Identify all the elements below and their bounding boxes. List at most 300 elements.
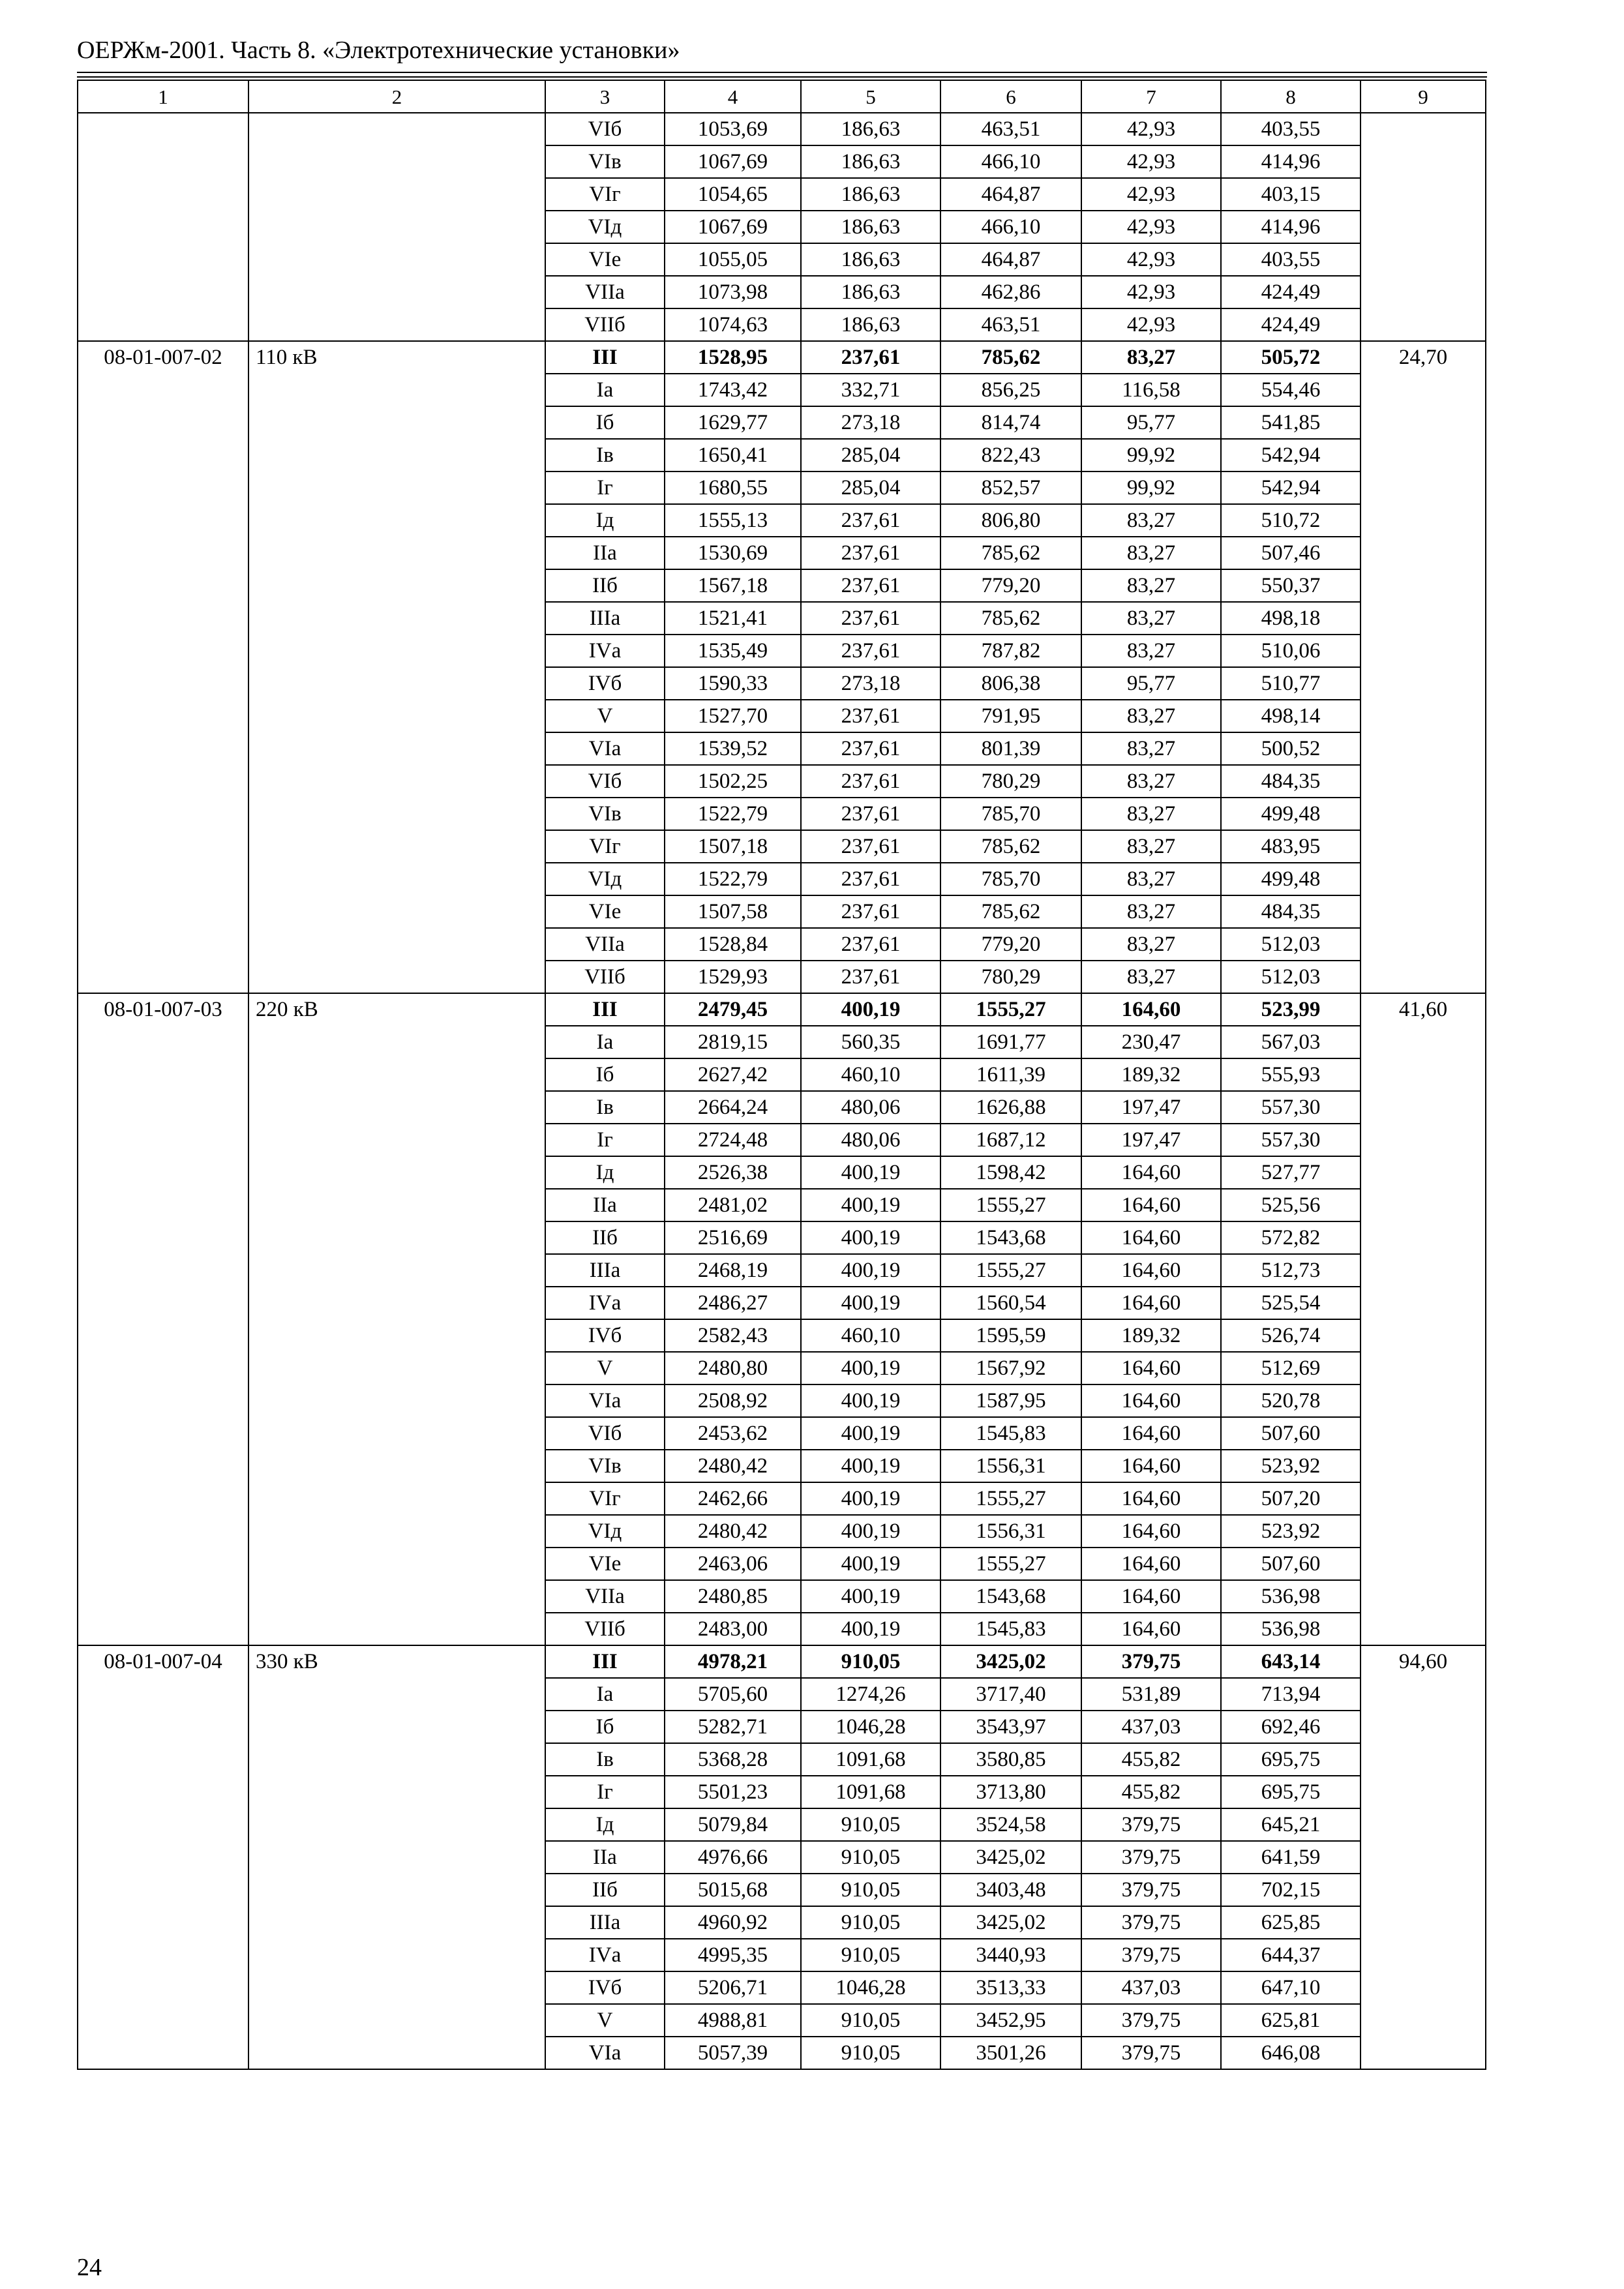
value-cell: 379,75	[1081, 2037, 1221, 2069]
value-cell: 164,60	[1081, 1548, 1221, 1580]
value-cell: 1545,83	[940, 1417, 1081, 1450]
value-cell: 400,19	[801, 1352, 940, 1384]
zone-cell: VIг	[545, 830, 665, 863]
zone-cell: IVб	[545, 667, 665, 700]
value-cell: 856,25	[940, 374, 1081, 406]
value-cell: 400,19	[801, 1548, 940, 1580]
value-cell: 1626,88	[940, 1091, 1081, 1124]
value-cell: 379,75	[1081, 1841, 1221, 1874]
zone-cell: VIIа	[545, 1580, 665, 1613]
value-cell: 332,71	[801, 374, 940, 406]
zone-cell: VIе	[545, 243, 665, 276]
value-cell: 1067,69	[665, 211, 801, 243]
value-cell: 1556,31	[940, 1450, 1081, 1482]
zone-cell: IVа	[545, 1939, 665, 1971]
value-cell: 507,46	[1221, 537, 1361, 569]
value-cell: 4976,66	[665, 1841, 801, 1874]
value-cell: 437,03	[1081, 1711, 1221, 1743]
zone-cell: IIа	[545, 1189, 665, 1221]
zone-cell: Iв	[545, 1743, 665, 1776]
value-cell: 822,43	[940, 439, 1081, 471]
value-cell: 2480,80	[665, 1352, 801, 1384]
header-rule-double	[77, 76, 1487, 78]
voltage-cell: 330 кВ	[248, 1645, 545, 2069]
column-number: 3	[545, 80, 665, 113]
value-cell: 779,20	[940, 928, 1081, 961]
value-cell: 3425,02	[940, 1841, 1081, 1874]
zone-cell: IIа	[545, 1841, 665, 1874]
zone-cell: Iг	[545, 1776, 665, 1808]
value-cell: 237,61	[801, 341, 940, 374]
zone-cell: Iа	[545, 1026, 665, 1058]
value-cell: 643,14	[1221, 1645, 1361, 1678]
rate-code-cell: 08-01-007-02	[78, 341, 248, 993]
value-cell: 379,75	[1081, 1906, 1221, 1939]
value-cell: 1691,77	[940, 1026, 1081, 1058]
value-cell: 2664,24	[665, 1091, 801, 1124]
value-cell: 785,62	[940, 341, 1081, 374]
value-cell: 1560,54	[940, 1287, 1081, 1319]
value-cell: 2582,43	[665, 1319, 801, 1352]
value-cell: 463,51	[940, 308, 1081, 341]
value-cell: 400,19	[801, 993, 940, 1026]
value-cell: 484,35	[1221, 895, 1361, 928]
value-cell: 403,15	[1221, 178, 1361, 211]
value-cell: 1611,39	[940, 1058, 1081, 1091]
value-cell: 557,30	[1221, 1124, 1361, 1156]
zone-cell: VIа	[545, 2037, 665, 2069]
zone-cell: Iг	[545, 471, 665, 504]
rate-code-cell	[78, 113, 248, 341]
value-cell: 2483,00	[665, 1613, 801, 1645]
value-cell: 785,70	[940, 863, 1081, 895]
value-cell: 510,72	[1221, 504, 1361, 537]
value-cell: 2819,15	[665, 1026, 801, 1058]
value-cell: 1046,28	[801, 1971, 940, 2004]
value-cell: 550,37	[1221, 569, 1361, 602]
value-cell: 237,61	[801, 569, 940, 602]
value-cell: 572,82	[1221, 1221, 1361, 1254]
value-cell: 523,92	[1221, 1515, 1361, 1548]
value-cell: 557,30	[1221, 1091, 1361, 1124]
column-number: 1	[78, 80, 248, 113]
value-cell: 505,72	[1221, 341, 1361, 374]
zone-cell: III	[545, 1645, 665, 1678]
value-cell: 237,61	[801, 961, 940, 993]
value-cell: 5057,39	[665, 2037, 801, 2069]
zone-cell: Iг	[545, 1124, 665, 1156]
value-cell: 424,49	[1221, 308, 1361, 341]
value-cell: 644,37	[1221, 1939, 1361, 1971]
value-cell: 164,60	[1081, 1580, 1221, 1613]
zone-cell: VIа	[545, 1384, 665, 1417]
value-cell: 42,93	[1081, 113, 1221, 145]
value-cell: 555,93	[1221, 1058, 1361, 1091]
value-cell: 526,74	[1221, 1319, 1361, 1352]
value-cell: 483,95	[1221, 830, 1361, 863]
value-cell: 1073,98	[665, 276, 801, 308]
column-number: 9	[1361, 80, 1486, 113]
value-cell: 379,75	[1081, 1939, 1221, 1971]
value-cell: 379,75	[1081, 1645, 1221, 1678]
zone-cell: Iб	[545, 1711, 665, 1743]
value-cell: 186,63	[801, 178, 940, 211]
price-table-container	[77, 80, 1486, 2070]
value-cell: 713,94	[1221, 1678, 1361, 1711]
value-cell: 695,75	[1221, 1743, 1361, 1776]
value-cell: 273,18	[801, 406, 940, 439]
value-cell: 1567,18	[665, 569, 801, 602]
value-cell: 164,60	[1081, 1156, 1221, 1189]
value-cell: 164,60	[1081, 1384, 1221, 1417]
value-cell: 542,94	[1221, 439, 1361, 471]
value-cell: 910,05	[801, 1841, 940, 1874]
column-number: 7	[1081, 80, 1221, 113]
value-cell: 83,27	[1081, 961, 1221, 993]
value-cell: 3717,40	[940, 1678, 1081, 1711]
zone-cell: IIIа	[545, 602, 665, 635]
value-cell: 512,73	[1221, 1254, 1361, 1287]
value-cell: 464,87	[940, 243, 1081, 276]
value-cell: 273,18	[801, 667, 940, 700]
value-cell: 2481,02	[665, 1189, 801, 1221]
value-cell: 164,60	[1081, 1352, 1221, 1384]
value-cell: 1555,27	[940, 1482, 1081, 1515]
zone-cell: Iд	[545, 1808, 665, 1841]
value-cell: 2480,85	[665, 1580, 801, 1613]
value-cell: 164,60	[1081, 1450, 1221, 1482]
value-cell: 1528,95	[665, 341, 801, 374]
column-number: 6	[940, 80, 1081, 113]
value-cell: 379,75	[1081, 1874, 1221, 1906]
value-cell: 83,27	[1081, 635, 1221, 667]
zone-cell: Iд	[545, 504, 665, 537]
value-cell: 542,94	[1221, 471, 1361, 504]
zone-cell: Iа	[545, 374, 665, 406]
value-cell: 512,03	[1221, 961, 1361, 993]
value-cell: 1539,52	[665, 732, 801, 765]
value-cell: 237,61	[801, 798, 940, 830]
zone-cell: Iб	[545, 1058, 665, 1091]
labor-cost-cell: 94,60	[1361, 1645, 1486, 2069]
value-cell: 560,35	[801, 1026, 940, 1058]
value-cell: 2463,06	[665, 1548, 801, 1580]
value-cell: 785,62	[940, 537, 1081, 569]
value-cell: 1527,70	[665, 700, 801, 732]
zone-cell: IVа	[545, 635, 665, 667]
value-cell: 1680,55	[665, 471, 801, 504]
value-cell: 1555,27	[940, 1548, 1081, 1580]
value-cell: 466,10	[940, 211, 1081, 243]
value-cell: 400,19	[801, 1580, 940, 1613]
value-cell: 400,19	[801, 1156, 940, 1189]
value-cell: 5705,60	[665, 1678, 801, 1711]
value-cell: 460,10	[801, 1319, 940, 1352]
value-cell: 852,57	[940, 471, 1081, 504]
zone-cell: VIг	[545, 178, 665, 211]
value-cell: 507,60	[1221, 1417, 1361, 1450]
value-cell: 1091,68	[801, 1776, 940, 1808]
rate-code-cell: 08-01-007-04	[78, 1645, 248, 2069]
zone-cell: IIIа	[545, 1906, 665, 1939]
column-number: 2	[248, 80, 545, 113]
value-cell: 780,29	[940, 765, 1081, 798]
value-cell: 164,60	[1081, 1417, 1221, 1450]
value-cell: 510,77	[1221, 667, 1361, 700]
value-cell: 498,18	[1221, 602, 1361, 635]
value-cell: 785,62	[940, 830, 1081, 863]
value-cell: 2453,62	[665, 1417, 801, 1450]
value-cell: 554,46	[1221, 374, 1361, 406]
zone-cell: VIб	[545, 765, 665, 798]
value-cell: 83,27	[1081, 895, 1221, 928]
value-cell: 99,92	[1081, 471, 1221, 504]
value-cell: 692,46	[1221, 1711, 1361, 1743]
value-cell: 379,75	[1081, 1808, 1221, 1841]
value-cell: 541,85	[1221, 406, 1361, 439]
value-cell: 186,63	[801, 308, 940, 341]
value-cell: 536,98	[1221, 1613, 1361, 1645]
value-cell: 910,05	[801, 1939, 940, 1971]
value-cell: 1521,41	[665, 602, 801, 635]
zone-cell: VIв	[545, 145, 665, 178]
value-cell: 1091,68	[801, 1743, 940, 1776]
value-cell: 1687,12	[940, 1124, 1081, 1156]
value-cell: 400,19	[801, 1189, 940, 1221]
value-cell: 785,70	[940, 798, 1081, 830]
zone-cell: III	[545, 993, 665, 1026]
value-cell: 3403,48	[940, 1874, 1081, 1906]
labor-cost-cell	[1361, 113, 1486, 341]
value-cell: 806,80	[940, 504, 1081, 537]
value-cell: 785,62	[940, 895, 1081, 928]
zone-cell: VIб	[545, 1417, 665, 1450]
value-cell: 186,63	[801, 243, 940, 276]
column-number: 5	[801, 80, 940, 113]
voltage-cell	[248, 113, 545, 341]
value-cell: 3501,26	[940, 2037, 1081, 2069]
value-cell: 42,93	[1081, 243, 1221, 276]
value-cell: 3425,02	[940, 1645, 1081, 1678]
value-cell: 499,48	[1221, 798, 1361, 830]
value-cell: 237,61	[801, 504, 940, 537]
value-cell: 414,96	[1221, 145, 1361, 178]
zone-cell: VIе	[545, 1548, 665, 1580]
value-cell: 1587,95	[940, 1384, 1081, 1417]
value-cell: 400,19	[801, 1450, 940, 1482]
value-cell: 400,19	[801, 1613, 940, 1645]
zone-cell: IIа	[545, 537, 665, 569]
price-table	[77, 80, 1486, 2070]
value-cell: 814,74	[940, 406, 1081, 439]
value-cell: 507,60	[1221, 1548, 1361, 1580]
value-cell: 1054,65	[665, 178, 801, 211]
zone-cell: VIб	[545, 113, 665, 145]
value-cell: 116,58	[1081, 374, 1221, 406]
value-cell: 5015,68	[665, 1874, 801, 1906]
value-cell: 237,61	[801, 765, 940, 798]
value-cell: 42,93	[1081, 211, 1221, 243]
value-cell: 3543,97	[940, 1711, 1081, 1743]
value-cell: 42,93	[1081, 276, 1221, 308]
value-cell: 400,19	[801, 1384, 940, 1417]
value-cell: 237,61	[801, 830, 940, 863]
column-number: 4	[665, 80, 801, 113]
value-cell: 4978,21	[665, 1645, 801, 1678]
value-cell: 520,78	[1221, 1384, 1361, 1417]
value-cell: 510,06	[1221, 635, 1361, 667]
value-cell: 95,77	[1081, 406, 1221, 439]
value-cell: 527,77	[1221, 1156, 1361, 1189]
voltage-cell: 220 кВ	[248, 993, 545, 1645]
zone-cell: IVб	[545, 1319, 665, 1352]
value-cell: 1543,68	[940, 1580, 1081, 1613]
value-cell: 3513,33	[940, 1971, 1081, 2004]
value-cell: 1530,69	[665, 537, 801, 569]
value-cell: 403,55	[1221, 113, 1361, 145]
value-cell: 237,61	[801, 928, 940, 961]
value-cell: 99,92	[1081, 439, 1221, 471]
value-cell: 512,69	[1221, 1352, 1361, 1384]
value-cell: 42,93	[1081, 145, 1221, 178]
value-cell: 83,27	[1081, 798, 1221, 830]
value-cell: 4988,81	[665, 2004, 801, 2037]
value-cell: 42,93	[1081, 178, 1221, 211]
value-cell: 500,52	[1221, 732, 1361, 765]
value-cell: 466,10	[940, 145, 1081, 178]
value-cell: 1555,13	[665, 504, 801, 537]
value-cell: 83,27	[1081, 700, 1221, 732]
value-cell: 4995,35	[665, 1939, 801, 1971]
value-cell: 400,19	[801, 1221, 940, 1254]
value-cell: 1055,05	[665, 243, 801, 276]
value-cell: 2462,66	[665, 1482, 801, 1515]
value-cell: 910,05	[801, 2037, 940, 2069]
value-cell: 2526,38	[665, 1156, 801, 1189]
value-cell: 480,06	[801, 1124, 940, 1156]
value-cell: 95,77	[1081, 667, 1221, 700]
column-number-row	[78, 80, 1486, 113]
value-cell: 3452,95	[940, 2004, 1081, 2037]
zone-cell: III	[545, 341, 665, 374]
zone-cell: VIв	[545, 1450, 665, 1482]
value-cell: 787,82	[940, 635, 1081, 667]
zone-cell: IIб	[545, 569, 665, 602]
value-cell: 1567,92	[940, 1352, 1081, 1384]
value-cell: 4960,92	[665, 1906, 801, 1939]
value-cell: 455,82	[1081, 1743, 1221, 1776]
value-cell: 83,27	[1081, 341, 1221, 374]
value-cell: 1545,83	[940, 1613, 1081, 1645]
zone-cell: VIе	[545, 895, 665, 928]
value-cell: 83,27	[1081, 732, 1221, 765]
value-cell: 2480,42	[665, 1450, 801, 1482]
value-cell: 1595,59	[940, 1319, 1081, 1352]
value-cell: 237,61	[801, 602, 940, 635]
value-cell: 780,29	[940, 961, 1081, 993]
value-cell: 237,61	[801, 863, 940, 895]
value-cell: 164,60	[1081, 1189, 1221, 1221]
value-cell: 791,95	[940, 700, 1081, 732]
table-row	[78, 341, 1486, 374]
zone-cell: IIIа	[545, 1254, 665, 1287]
value-cell: 3580,85	[940, 1743, 1081, 1776]
value-cell: 910,05	[801, 2004, 940, 2037]
zone-cell: VIIа	[545, 928, 665, 961]
zone-cell: V	[545, 700, 665, 732]
value-cell: 3713,80	[940, 1776, 1081, 1808]
value-cell: 164,60	[1081, 993, 1221, 1026]
value-cell: 1502,25	[665, 765, 801, 798]
value-cell: 424,49	[1221, 276, 1361, 308]
value-cell: 1556,31	[940, 1515, 1081, 1548]
zone-cell: VIIб	[545, 308, 665, 341]
value-cell: 1507,58	[665, 895, 801, 928]
value-cell: 5282,71	[665, 1711, 801, 1743]
voltage-cell: 110 кВ	[248, 341, 545, 993]
value-cell: 237,61	[801, 700, 940, 732]
value-cell: 702,15	[1221, 1874, 1361, 1906]
value-cell: 695,75	[1221, 1776, 1361, 1808]
zone-cell: Iа	[545, 1678, 665, 1711]
value-cell: 910,05	[801, 1808, 940, 1841]
value-cell: 531,89	[1081, 1678, 1221, 1711]
value-cell: 1046,28	[801, 1711, 940, 1743]
zone-cell: Iб	[545, 406, 665, 439]
value-cell: 237,61	[801, 537, 940, 569]
value-cell: 2479,45	[665, 993, 801, 1026]
value-cell: 1053,69	[665, 113, 801, 145]
value-cell: 186,63	[801, 113, 940, 145]
page-number: 24	[77, 2254, 102, 2281]
value-cell: 1555,27	[940, 1189, 1081, 1221]
value-cell: 5368,28	[665, 1743, 801, 1776]
zone-cell: V	[545, 1352, 665, 1384]
value-cell: 525,56	[1221, 1189, 1361, 1221]
value-cell: 83,27	[1081, 569, 1221, 602]
value-cell: 523,92	[1221, 1450, 1361, 1482]
value-cell: 164,60	[1081, 1515, 1221, 1548]
value-cell: 230,47	[1081, 1026, 1221, 1058]
value-cell: 5079,84	[665, 1808, 801, 1841]
value-cell: 2516,69	[665, 1221, 801, 1254]
value-cell: 237,61	[801, 635, 940, 667]
value-cell: 164,60	[1081, 1287, 1221, 1319]
value-cell: 641,59	[1221, 1841, 1361, 1874]
value-cell: 1535,49	[665, 635, 801, 667]
value-cell: 1629,77	[665, 406, 801, 439]
table-body	[78, 113, 1486, 2069]
value-cell: 1074,63	[665, 308, 801, 341]
labor-cost-cell: 24,70	[1361, 341, 1486, 993]
labor-cost-cell: 41,60	[1361, 993, 1486, 1645]
value-cell: 525,54	[1221, 1287, 1361, 1319]
value-cell: 1529,93	[665, 961, 801, 993]
value-cell: 2724,48	[665, 1124, 801, 1156]
zone-cell: VIIб	[545, 961, 665, 993]
value-cell: 400,19	[801, 1287, 940, 1319]
value-cell: 83,27	[1081, 830, 1221, 863]
value-cell: 42,93	[1081, 308, 1221, 341]
value-cell: 1590,33	[665, 667, 801, 700]
value-cell: 512,03	[1221, 928, 1361, 961]
value-cell: 197,47	[1081, 1124, 1221, 1156]
value-cell: 460,10	[801, 1058, 940, 1091]
value-cell: 498,14	[1221, 700, 1361, 732]
table-row	[78, 113, 1486, 145]
rate-code-cell: 08-01-007-03	[78, 993, 248, 1645]
zone-cell: Iв	[545, 439, 665, 471]
